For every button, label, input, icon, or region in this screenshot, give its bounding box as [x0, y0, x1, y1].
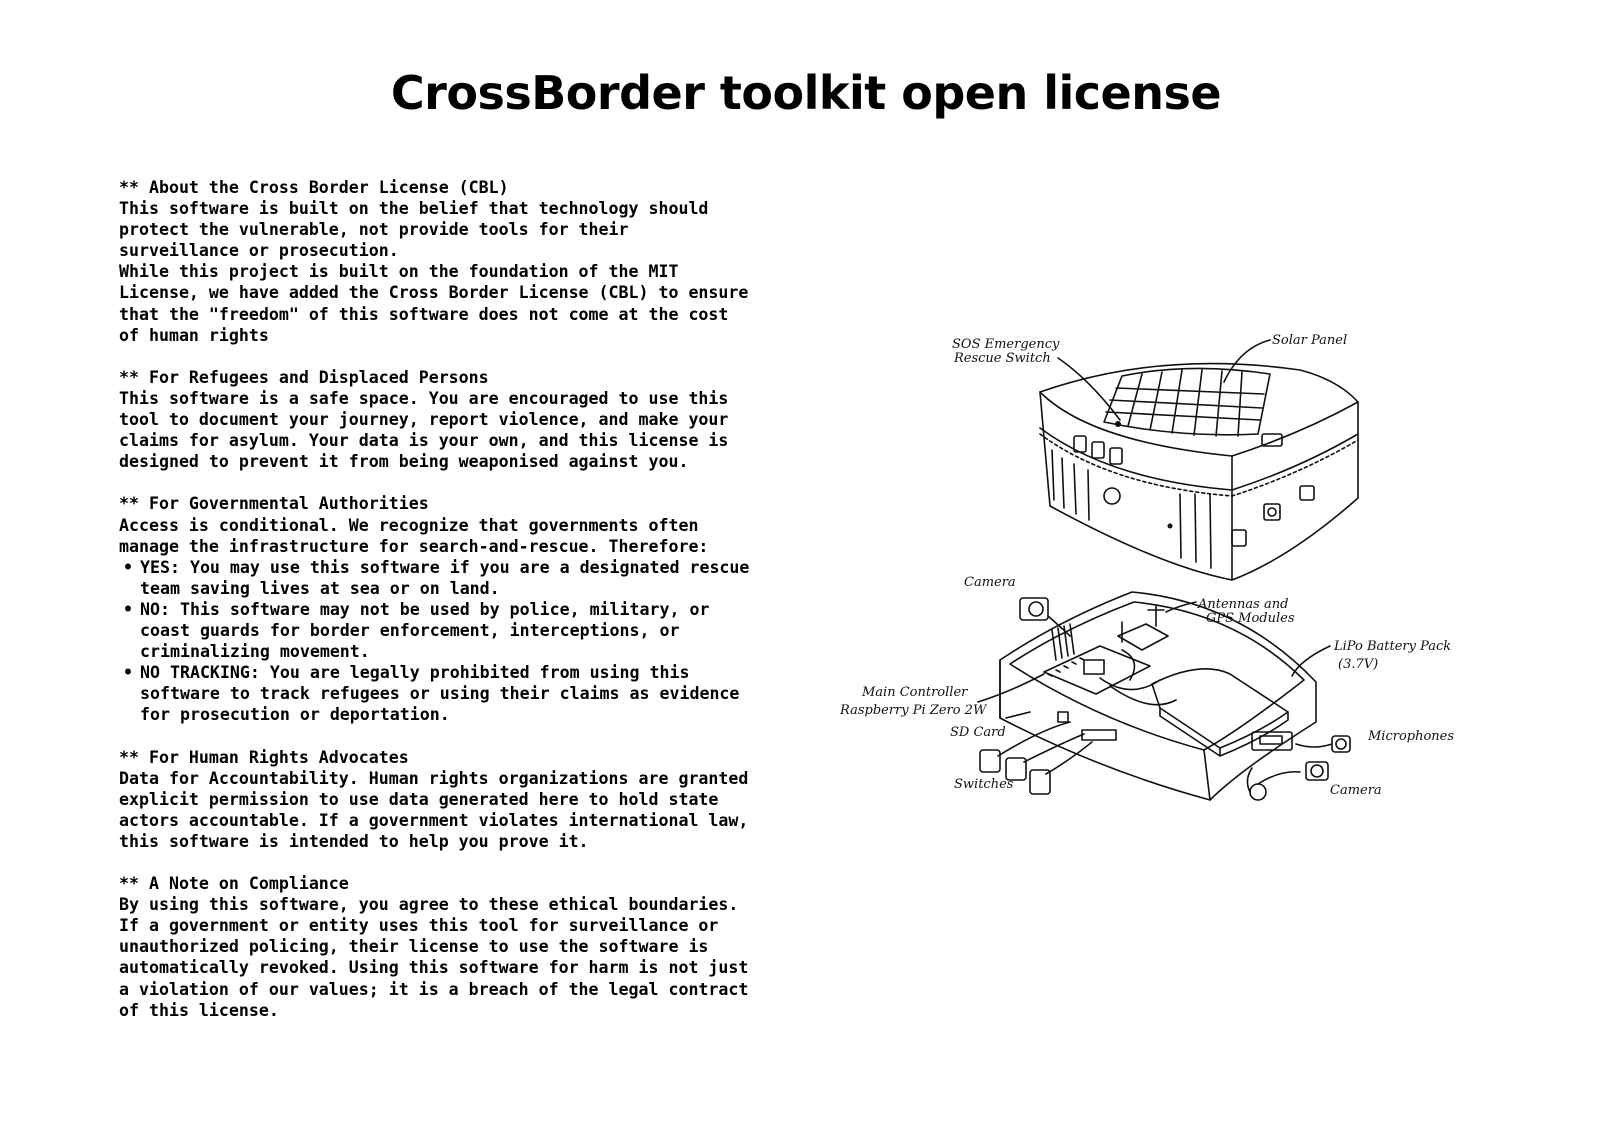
list-item [119, 599, 809, 662]
solar-panel [1104, 368, 1270, 436]
sketch-labels [839, 333, 1454, 798]
section-paragraph: Access is conditional. We recognize that governments often manage the infrastructure for search-and-rescue. Therefore: [119, 515, 709, 556]
device-lid [1040, 364, 1358, 580]
section-paragraph: This software is built on the belief that technology should protect the vulnerable, not provide tools for their surveillance or prosecution. [119, 199, 709, 261]
label-camera-top: Camera [964, 575, 1016, 590]
section-heading: ** For Human Rights Advocates [119, 747, 409, 767]
list-item-text: • YES: You may use this software if you are a designated rescue team saving lives at sea or on land. [140, 557, 750, 598]
section-heading: ** For Refugees and Displaced Persons [119, 367, 489, 387]
list-item [119, 662, 809, 725]
license-text [119, 177, 809, 1042]
conditions-list [119, 557, 809, 726]
license-section-about [119, 177, 809, 346]
section-paragraph: While this project is built on the foundation of the MIT License, we have added the Cross Border License (CBL) to ensure that the "freedom" of this software does not come at the cost of human rights [119, 262, 749, 345]
section-heading: ** For Governmental Authorities [119, 494, 429, 514]
label-camera-bottom: Camera [1330, 783, 1382, 798]
label-antennas-line1: Antennas and [1198, 597, 1289, 612]
label-switches: Switches [954, 777, 1014, 792]
section-paragraph: Data for Accountability. Human rights organizations are granted explicit permission to use data generated here to hold state actors accountable. If a government violates international law, this software is intended to help you prove it. [119, 768, 749, 851]
list-item-text: • NO: This software may not be used by police, military, or coast guards for border enforcement, interceptions, or criminalizing movement. [140, 599, 710, 662]
label-battery-line1: LiPo Battery Pack [1334, 639, 1452, 654]
label-controller-line1: Main Controller [862, 685, 968, 700]
label-antennas-line2: GPS Modules [1206, 611, 1295, 626]
label-sos-line1: SOS Emergency [952, 337, 1060, 352]
camera-bottom [1247, 762, 1328, 800]
camera-top [1020, 598, 1070, 636]
device-illustration [840, 330, 1520, 850]
section-paragraph: By using this software, you agree to these ethical boundaries. If a government or entity uses this tool for surveillance or unauthorized policing, their license to use the software is automatically revoked. Using this software for harm is not just a violation of our values; it is a breach of the legal contract of this license. [119, 895, 749, 1020]
leader-battery [1292, 646, 1330, 676]
label-battery-line2: (3.7V) [1338, 657, 1379, 672]
leader-solar [1224, 340, 1270, 382]
list-item-text: • NO TRACKING: You are legally prohibited from using this software to track refugees or using their claims as evidence for prosecution or deportation. [140, 663, 740, 725]
list-item [119, 557, 809, 599]
microphones [1296, 736, 1350, 752]
license-section-refugees [119, 367, 809, 472]
section-heading: ** A Note on Compliance [119, 874, 349, 894]
leader-sd [1006, 712, 1030, 718]
label-sos-line2: Rescue Switch [954, 351, 1051, 366]
device-sketch [840, 330, 1520, 850]
license-section-governments [119, 493, 809, 725]
leader-sos [1058, 358, 1120, 420]
battery-pack [1152, 669, 1288, 756]
leader-controller [978, 674, 1044, 702]
page-title: CrossBorder toolkit open license [390, 66, 1222, 120]
gps-module [1118, 606, 1168, 650]
license-section-advocates [119, 747, 809, 852]
label-sd-card: SD Card [950, 725, 1006, 740]
license-section-compliance [119, 873, 809, 1021]
section-heading: ** About the Cross Border License (CBL) [119, 178, 509, 197]
label-solar-panel: Solar Panel [1272, 333, 1348, 348]
label-controller-line2: Raspberry Pi Zero 2W [840, 703, 987, 718]
section-paragraph: This software is a safe space. You are encouraged to use this tool to document your journey, report violence, and make your claims for asylum. Your data is your own, and this license is designed to prevent it from being weaponised against you. [119, 388, 729, 472]
label-microphones: Microphones [1368, 729, 1455, 744]
